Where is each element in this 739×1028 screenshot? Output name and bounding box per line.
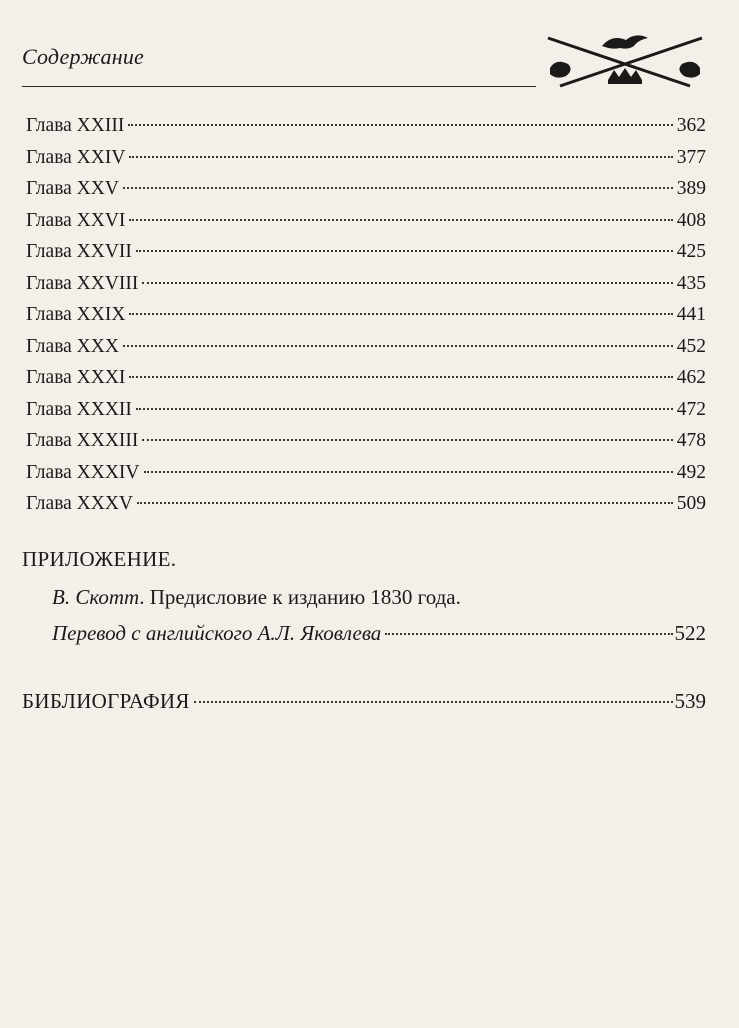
appendix-translation-row[interactable] [52,618,706,648]
toc-entry[interactable] [26,394,706,426]
page-number: 425 [676,241,706,262]
dot-leader [137,502,673,504]
page-number: 462 [676,367,706,388]
page-number: 539 [674,689,706,713]
chapter-label: Глава XXXIII [26,430,139,451]
chapter-label: Глава XXXIV [26,461,140,483]
toc-entry[interactable] [26,205,706,237]
toc-entry[interactable] [26,142,706,174]
translation-label: Перевод с английского А.Л. Яковлева [52,621,382,645]
dot-leader [123,187,673,189]
page-number: 441 [676,304,706,325]
dot-leader [129,313,672,315]
appendix-text: . Предисловие к изданию 1830 года. [139,585,461,609]
toc-entry[interactable] [26,488,706,520]
bibliography-row[interactable] [22,686,706,716]
dot-leader [128,124,672,126]
toc-entry[interactable] [26,299,706,331]
dot-leader [144,471,673,473]
page-number: 389 [676,178,706,199]
chapter-label: Глава XXVI [26,209,126,231]
dot-leader [129,156,672,158]
toc-entry[interactable] [26,362,706,394]
page-number: 492 [676,461,706,483]
page-number: 472 [676,398,706,420]
chapter-label: Глава XXX [26,335,119,357]
chapter-label: Глава XXXI [26,367,126,388]
dot-leader [136,250,673,252]
dot-leader [142,282,672,284]
appendix-entry [52,585,461,610]
page-number: 452 [676,335,706,357]
header-rule [22,86,536,87]
toc-entry[interactable] [26,457,706,489]
chapter-label: Глава XXVII [26,241,132,262]
toc-entry[interactable] [26,236,706,268]
appendix-author: В. Скотт [52,585,140,609]
dot-leader [142,439,672,441]
dot-leader [129,219,672,221]
toc-entry[interactable] [26,425,706,457]
appendix-title: ПРИЛОЖЕНИЕ. [22,547,177,571]
chapter-label: Глава XXV [26,178,119,199]
dot-leader [385,633,672,635]
toc-entry[interactable] [26,331,706,363]
page-number: 408 [676,209,706,231]
chapter-label: Глава XXXV [26,493,134,514]
toc-entry[interactable] [26,110,706,142]
crossed-sabres-emblem-icon [540,28,710,94]
dot-leader [136,408,673,410]
chapter-label: Глава XXIX [26,304,126,325]
chapter-label: Глава XXXII [26,398,132,420]
chapter-label: Глава XXIII [26,115,125,136]
dot-leader [194,701,673,703]
running-head: Содержание [22,44,145,69]
page-number: 522 [674,621,706,645]
page-number: 509 [676,493,706,514]
bibliography-label: БИБЛИОГРАФИЯ [22,689,190,713]
chapter-label: Глава XXIV [26,146,126,168]
toc-entry[interactable] [26,173,706,205]
page-number: 478 [676,430,706,451]
dot-leader [129,376,672,378]
dot-leader [123,345,673,347]
page-number: 377 [676,146,706,168]
table-of-contents [26,110,706,520]
chapter-label: Глава XXVIII [26,272,139,294]
page-number: 362 [676,115,706,136]
toc-entry[interactable] [26,268,706,300]
page-number: 435 [676,272,706,294]
